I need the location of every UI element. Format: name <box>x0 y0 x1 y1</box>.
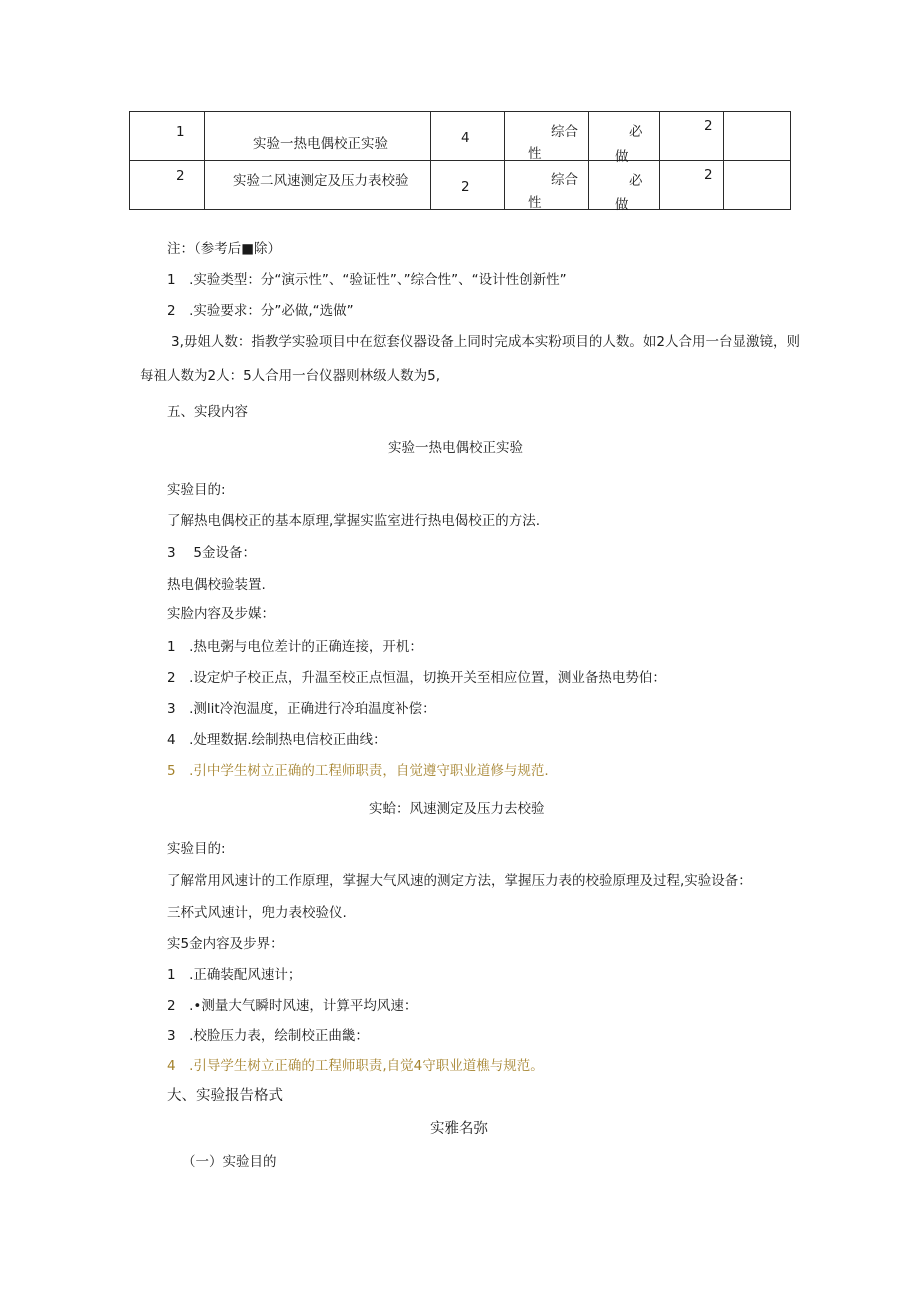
cell-hours: 2 <box>431 161 505 210</box>
cell-type: 综合 性 <box>505 161 589 210</box>
list-item-highlight: 5 .引中学生树立正确的工程师职责，自觉遵守职业道修与规范. <box>167 763 549 779</box>
note-line: 2 .实验要求：分”必做,“选做” <box>167 303 354 319</box>
cell-no: 1 <box>130 112 205 161</box>
section-heading: 五、实段内容 <box>167 404 248 420</box>
cell-note <box>724 112 791 161</box>
report-item: （一）实验目的 <box>182 1154 277 1170</box>
subheading: 实验目的: <box>167 841 226 857</box>
list-item: 2 .•测量大气瞬时风速，计算平均风速： <box>167 998 418 1014</box>
report-title: 实雅名弥 <box>430 1121 488 1137</box>
paragraph: 了解热电偶校正的基本原理,掌握实监室进行热电偈校正的方法. <box>167 513 541 529</box>
experiment-table <box>129 111 791 213</box>
cell-hours: 4 <box>431 112 505 161</box>
note-line: 3,毋姐人数：指教学实验项目中在愆套仪器设备上同时完成本实粉项目的人数。如2人合用一台显激镜，则 <box>171 334 800 350</box>
list-item: 4 .处理数据.绘制热电信校正曲线： <box>167 732 387 748</box>
paragraph: 热电偶校验装置. <box>167 577 266 593</box>
cell-name: 实验二风速测定及压力表校验 <box>205 161 431 210</box>
subheading: 3 5金设备： <box>167 545 256 561</box>
list-item: 3 .校脸压力表，绘制校正曲畿： <box>167 1028 369 1044</box>
list-item: 1 .热电粥与电位差计的正确连接，开机： <box>167 639 423 655</box>
table-row <box>130 112 791 161</box>
table-row <box>130 161 791 210</box>
note-line: 每祖人数为2人：5人合用一台仪器则林级人数为5, <box>140 368 441 384</box>
list-item: 3 .测lit冷泡温度，正确进行冷珀温度补偿： <box>167 701 436 717</box>
list-item: 1 .正确装配风速计； <box>167 967 302 983</box>
note-line: 1 .实验类型：分“演示性”、“验证性”、”综合性”、“设计性创新性” <box>167 272 567 288</box>
subheading: 实脸内容及步媒： <box>167 606 275 622</box>
cell-name: 实验一热电偶校正实验 <box>205 112 431 161</box>
cell-requirement: 必 做 <box>589 112 660 161</box>
experiment-title: 实验一热电偶校正实验 <box>388 440 523 456</box>
cell-type: 综合 性 <box>505 112 589 161</box>
cell-note <box>724 161 791 210</box>
subheading: 实5金内容及步界： <box>167 936 284 952</box>
cell-group: 2 <box>660 161 724 210</box>
paragraph: 三杯式风速计，兜力表校验仪. <box>167 905 347 921</box>
list-item-highlight: 4 .引导学生树立正确的工程师职责,自觉4守职业道樵与规范。 <box>167 1058 544 1074</box>
section-heading: 大、实验报告格式 <box>167 1088 283 1104</box>
cell-no: 2 <box>130 161 205 210</box>
notes-title: 注：（参考后■除） <box>167 241 282 257</box>
list-item: 2 .设定炉子校正点，升温至校正点恒温，切换开关至相应位置，测业备热电势伯： <box>167 670 666 686</box>
cell-requirement: 必 做 <box>589 161 660 210</box>
cell-group: 2 <box>660 112 724 161</box>
subheading: 实验目的: <box>167 482 226 498</box>
experiment-title: 实蛤：风速测定及压力去校验 <box>369 801 545 817</box>
paragraph: 了解常用风速计的工作原理，掌握大气风速的测定方法，掌握压力表的校验原理及过程,实验设备： <box>167 873 752 889</box>
